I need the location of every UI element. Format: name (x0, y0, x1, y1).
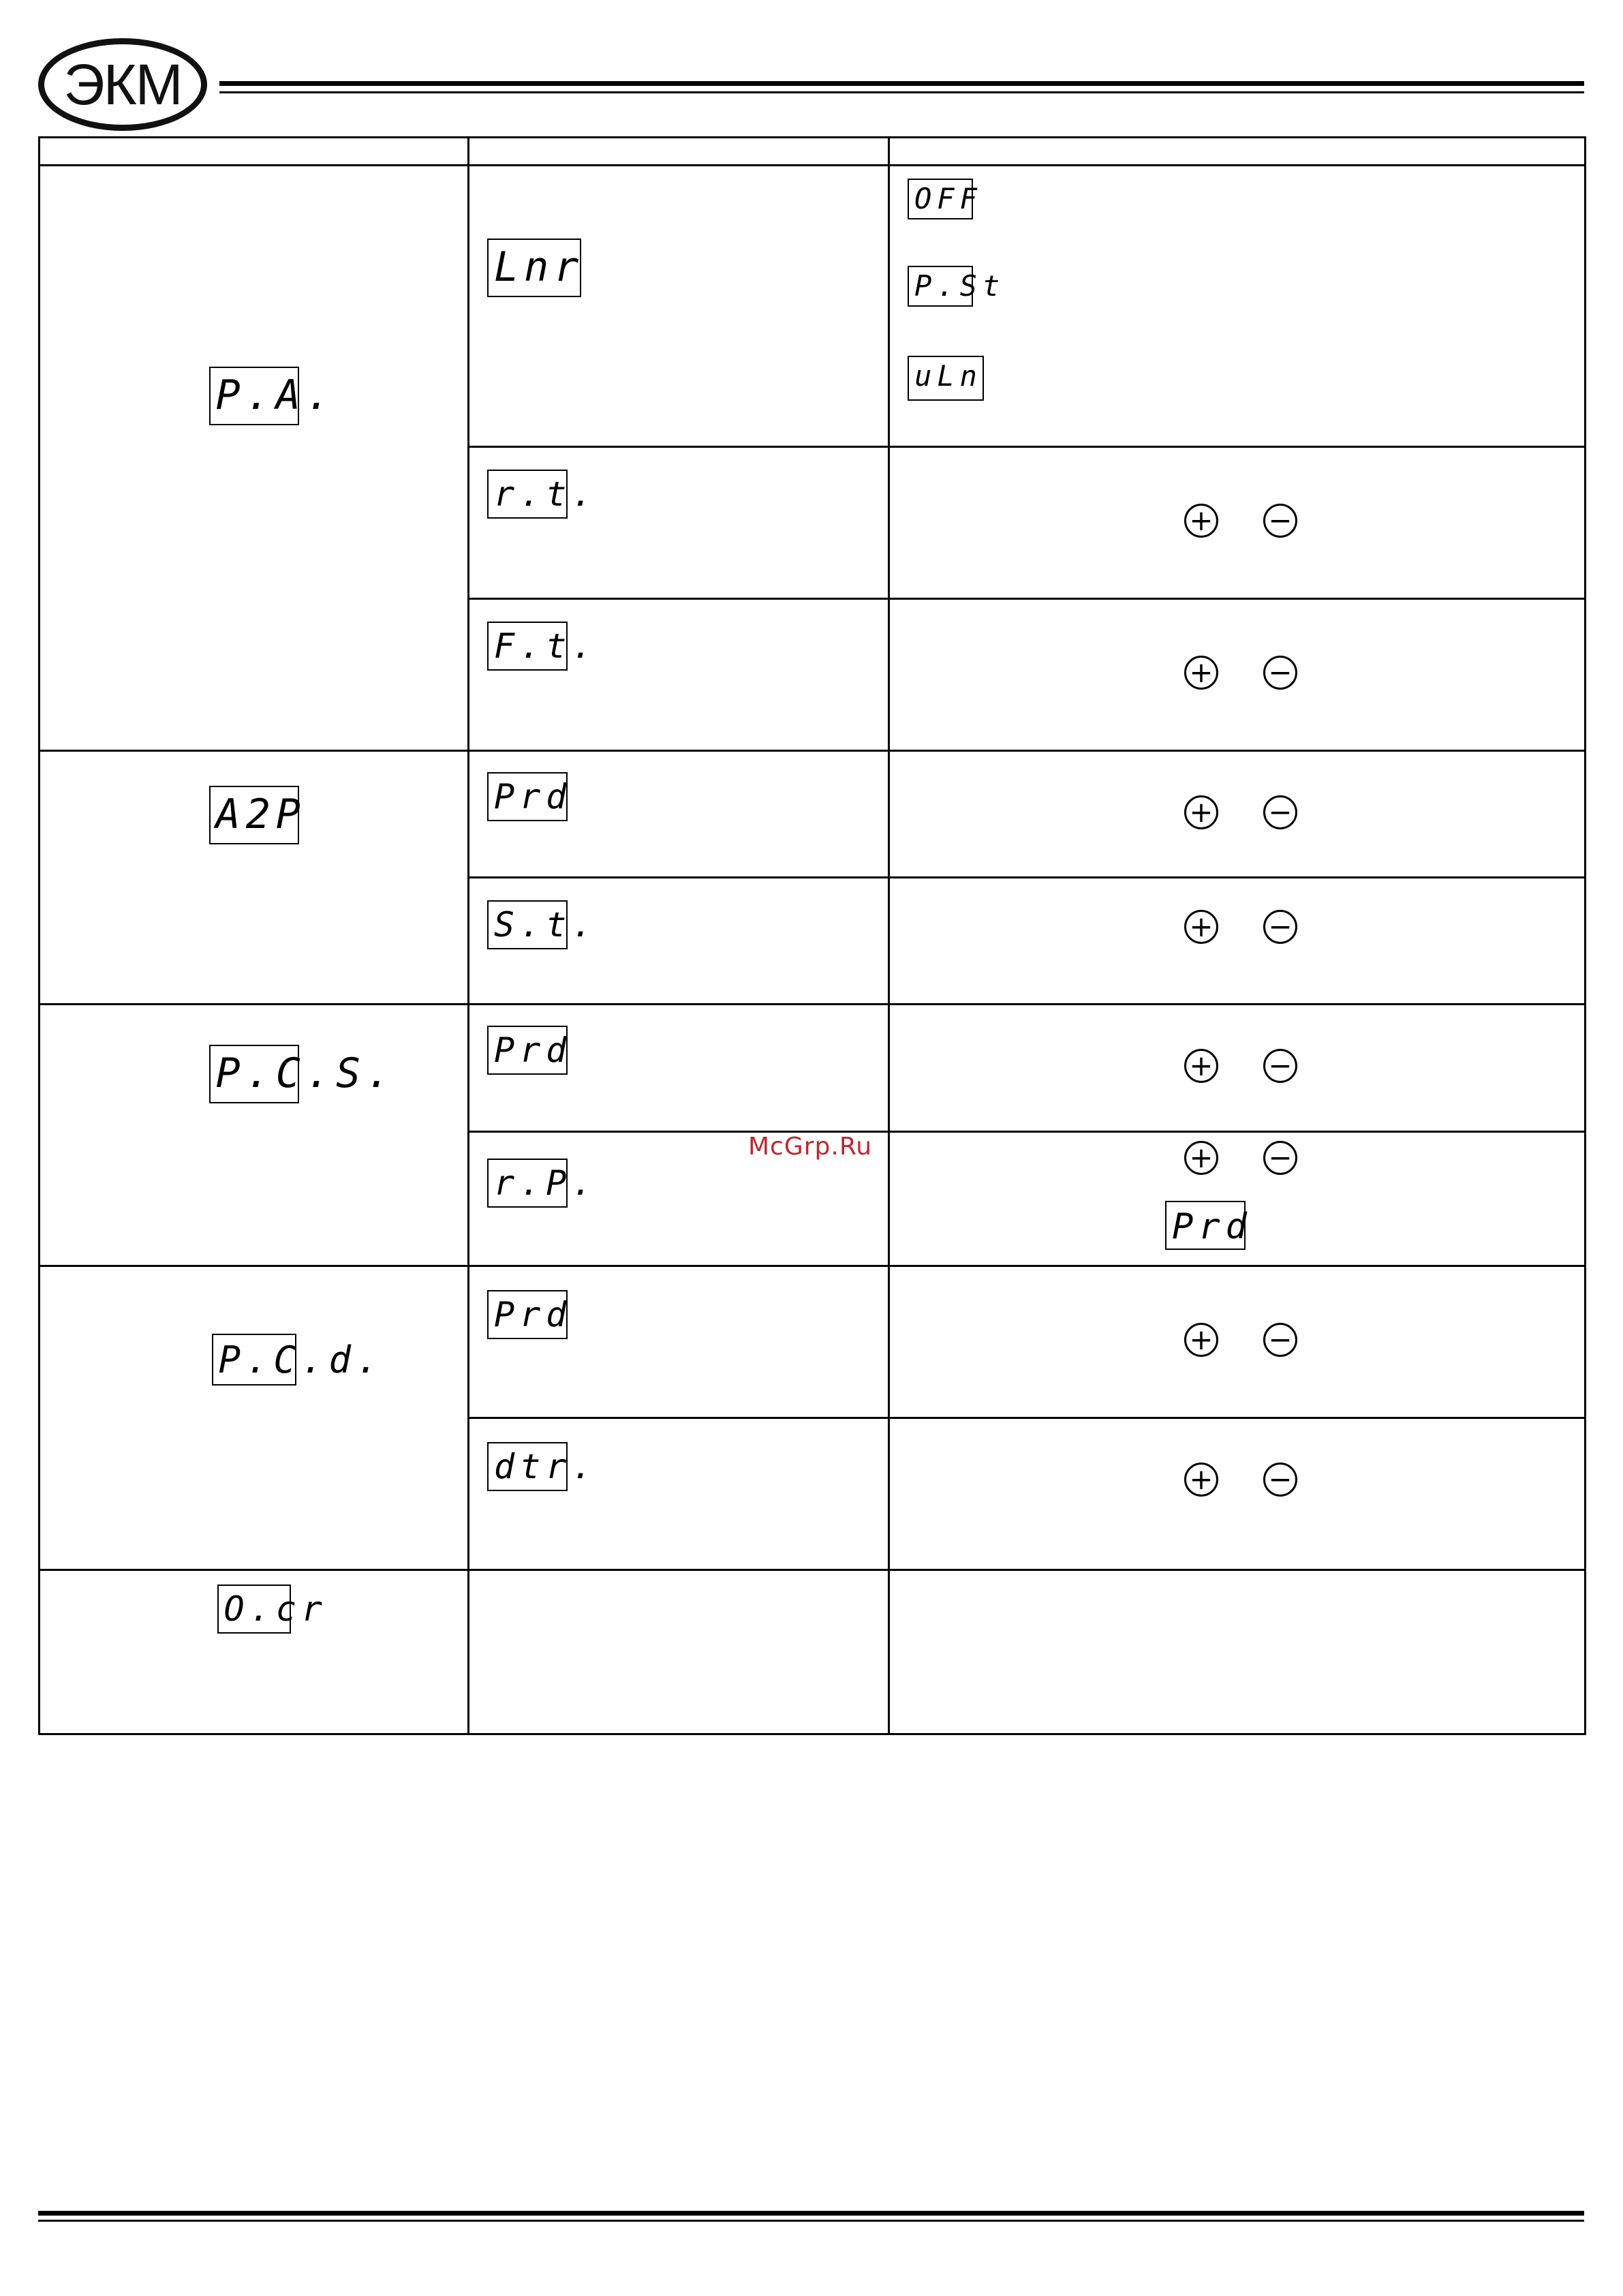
minus-icon: − (1263, 1463, 1297, 1497)
param-cell (469, 447, 889, 599)
value-cell (889, 878, 1586, 1005)
header-cell-parameter (469, 138, 889, 166)
group-cell-pcd (40, 1266, 469, 1570)
value-cell (889, 1005, 1586, 1132)
group-cell-pa (40, 166, 469, 751)
lcd-display: S.t. (487, 900, 568, 949)
lcd-display: dtr. (487, 1442, 568, 1491)
lcd-display: r.t. (487, 470, 568, 519)
minus-icon: − (1263, 795, 1297, 829)
plus-icon: + (1184, 1463, 1218, 1497)
lcd-display: Prd (1165, 1201, 1246, 1250)
value-cell (889, 1266, 1586, 1418)
table-row (40, 1266, 1586, 1418)
parameter-table (38, 136, 1586, 1735)
plus-icon: + (1184, 656, 1218, 690)
header-rule-thin (219, 91, 1584, 93)
lcd-display: A2P (209, 786, 299, 844)
minus-icon: − (1263, 656, 1297, 690)
param-cell (469, 166, 889, 447)
table-row (40, 1005, 1586, 1132)
ekm-logo (38, 38, 207, 131)
param-cell (469, 1005, 889, 1132)
minus-icon: − (1263, 504, 1297, 538)
plus-icon: + (1184, 910, 1218, 944)
table-row (40, 1570, 1586, 1734)
value-cell (889, 751, 1586, 878)
group-cell-a2p (40, 751, 469, 1005)
footer-rule-thick (38, 2211, 1584, 2216)
lcd-display: Prd (487, 1290, 568, 1339)
lcd-display: Prd (487, 772, 568, 821)
lcd-display: P.C.S. (209, 1045, 299, 1103)
param-cell (469, 751, 889, 878)
value-cell (889, 1418, 1586, 1570)
minus-icon: − (1263, 1323, 1297, 1357)
group-cell-pcs (40, 1005, 469, 1266)
lcd-display: Prd (487, 1026, 568, 1075)
table-row (40, 166, 1586, 447)
value-cell (889, 1570, 1586, 1734)
value-cell (889, 447, 1586, 599)
value-cell (889, 1132, 1586, 1266)
param-cell (469, 1418, 889, 1570)
table-header-row (40, 138, 1586, 166)
header-cell-menu (40, 138, 469, 166)
table-row (40, 751, 1586, 878)
value-cell (889, 599, 1586, 751)
minus-icon: − (1263, 1049, 1297, 1083)
lcd-display: P.A. (209, 367, 299, 425)
plus-icon: + (1184, 795, 1218, 829)
plus-icon: + (1184, 1323, 1218, 1357)
plus-icon: + (1184, 504, 1218, 538)
footer-rule-thin (38, 2220, 1584, 2222)
lcd-display: P.C.d. (212, 1334, 296, 1386)
lcd-option: OFF (908, 179, 973, 219)
lcd-display: r.P. (487, 1159, 568, 1208)
header-rule-thick (219, 81, 1584, 86)
lcd-display: Lnr (487, 239, 581, 297)
lcd-display: F.t. (487, 622, 568, 671)
watermark: McGrp.Ru (748, 1133, 873, 1161)
param-cell (469, 878, 889, 1005)
group-cell-ocr (40, 1570, 469, 1734)
param-cell (469, 1266, 889, 1418)
value-cell (889, 166, 1586, 447)
lcd-display: O.cr (217, 1585, 291, 1634)
logo-text: ЭКМ (63, 52, 182, 117)
param-cell (469, 1570, 889, 1734)
header-cell-value (889, 138, 1586, 166)
minus-icon: − (1263, 1141, 1297, 1175)
plus-icon: + (1184, 1049, 1218, 1083)
lcd-option: uLn (908, 356, 984, 401)
lcd-option: P.St (908, 266, 973, 307)
param-cell (469, 599, 889, 751)
plus-icon: + (1184, 1141, 1218, 1175)
minus-icon: − (1263, 910, 1297, 944)
